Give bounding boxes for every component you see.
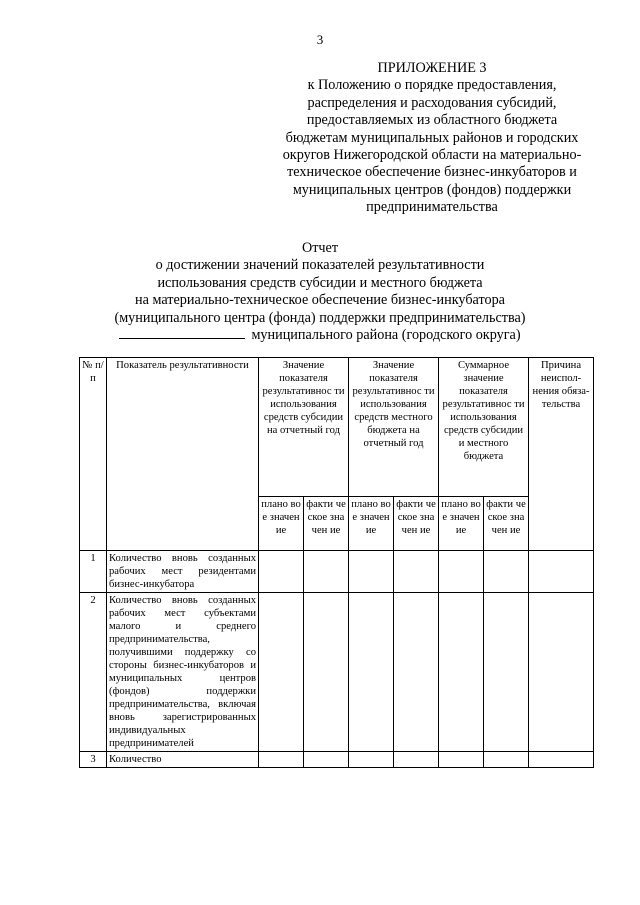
- appendix-line: предоставляемых из областного бюджета: [306, 112, 558, 129]
- table-row: [80, 593, 594, 752]
- page-number: 3: [316, 32, 324, 47]
- header-actual: факти ческое значен ие: [394, 497, 439, 551]
- report-last-line: [0, 327, 640, 344]
- header-reason: Причина неиспол-нения обяза-тельства: [529, 358, 594, 551]
- report-line: (муниципального центра (фонда) поддержки предпринимательства): [114, 309, 526, 326]
- table-row: [80, 551, 594, 593]
- cell-empty[interactable]: [259, 593, 304, 752]
- row-number: 3: [80, 752, 107, 768]
- appendix-line: распределения и расходования субсидий,: [307, 94, 557, 111]
- appendix-header: [262, 60, 602, 217]
- cell-empty[interactable]: [484, 593, 529, 752]
- cell-empty[interactable]: [484, 752, 529, 768]
- cell-empty[interactable]: [394, 593, 439, 752]
- appendix-line: муниципальных центров (фондов) поддержки: [292, 181, 572, 198]
- cell-empty[interactable]: [304, 551, 349, 593]
- row-number: 1: [80, 551, 107, 593]
- cell-empty[interactable]: [439, 551, 484, 593]
- report-line-suffix: муниципального района (городского округа): [251, 327, 521, 344]
- report-title-block: [0, 240, 640, 344]
- cell-empty[interactable]: [349, 551, 394, 593]
- report-line: на материально-техническое обеспечение бизнес-инкубатора: [135, 292, 505, 309]
- cell-empty[interactable]: [394, 752, 439, 768]
- cell-empty[interactable]: [304, 752, 349, 768]
- header-planned: плано вое значен ие: [349, 497, 394, 551]
- table-row: [80, 752, 594, 768]
- cell-empty[interactable]: [349, 593, 394, 752]
- row-indicator: Количество вновь созданных рабочих мест субъектами малого и среднего предпринимательства, получившими поддержку со стороны бизнес-инкубаторов и муниципальных центров (фондов) поддержки предпринимательства, включая вновь зарегистрированных индивидуальных предпринимателей: [107, 593, 259, 752]
- cell-empty[interactable]: [304, 593, 349, 752]
- cell-empty[interactable]: [394, 551, 439, 593]
- header-subsidy-value: Значение показателя результативнос ти использования средств субсидии на отчетный год: [259, 358, 349, 497]
- cell-empty[interactable]: [259, 752, 304, 768]
- appendix-line: предпринимательства: [366, 199, 498, 216]
- appendix-line: округов Нижегородской области на материально-: [282, 147, 582, 164]
- cell-empty[interactable]: [484, 551, 529, 593]
- appendix-line: техническое обеспечение бизнес-инкубаторов и: [287, 164, 577, 181]
- cell-empty[interactable]: [259, 551, 304, 593]
- cell-empty[interactable]: [529, 551, 594, 593]
- cell-empty[interactable]: [349, 752, 394, 768]
- header-planned: плано вое значен ие: [259, 497, 304, 551]
- cell-empty[interactable]: [439, 593, 484, 752]
- report-line: использования средств субсидии и местного бюджета: [157, 274, 483, 291]
- header-planned: плано вое значен ие: [439, 497, 484, 551]
- header-local-budget-value: Значение показателя результативнос ти использования средств местного бюджета на отчетный год: [349, 358, 439, 497]
- appendix-title: ПРИЛОЖЕНИЕ 3: [377, 60, 487, 76]
- header-actual: факти ческое значен ие: [304, 497, 349, 551]
- report-heading: Отчет: [301, 240, 339, 256]
- header-actual: факти ческое значен ие: [484, 497, 529, 551]
- header-indicator: Показатель результативности: [107, 358, 259, 551]
- blank-field-line[interactable]: [119, 327, 245, 339]
- cell-empty[interactable]: [529, 752, 594, 768]
- header-total-value: Суммарное значение показателя результативнос ти использования средств субсидии и местного бюджета: [439, 358, 529, 497]
- report-table: [79, 357, 594, 768]
- appendix-line: к Положению о порядке предоставления,: [307, 77, 557, 94]
- row-indicator: Количество: [107, 752, 259, 768]
- header-num: № п/п: [80, 358, 107, 551]
- cell-empty[interactable]: [529, 593, 594, 752]
- row-number: 2: [80, 593, 107, 752]
- row-indicator: Количество вновь созданных рабочих мест резидентами бизнес-инкубатора: [107, 551, 259, 593]
- report-line: о достижении значений показателей результативности: [155, 257, 485, 274]
- appendix-line: бюджетам муниципальных районов и городских: [285, 129, 579, 146]
- cell-empty[interactable]: [439, 752, 484, 768]
